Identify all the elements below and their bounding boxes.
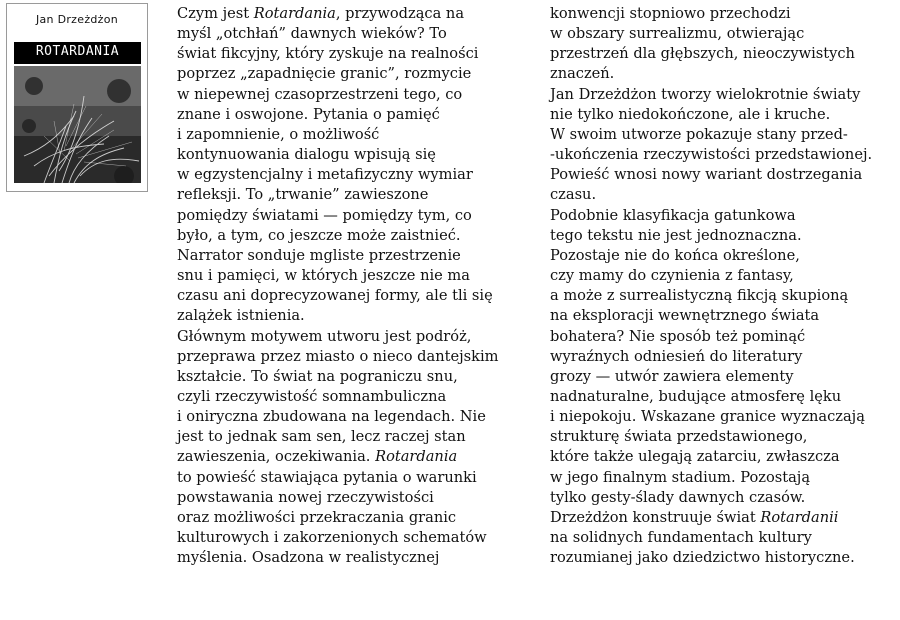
text-line: [550, 528, 900, 548]
text-line: [177, 387, 537, 407]
text-line: [177, 347, 537, 367]
text-segment: to powieść stawiająca pytania o warunki: [177, 468, 477, 486]
text-segment: czyli rzeczywistość somnambuliczna: [177, 387, 447, 405]
text-segment: grozy — utwór zawiera elementy: [550, 367, 794, 385]
text-line: [177, 64, 537, 84]
text-segment: oraz możliwości przekraczania granic: [177, 508, 457, 526]
text-segment: nadnaturalne, budujące atmosferę lęku: [550, 387, 842, 405]
text-segment: w obszary surrealizmu, otwierając: [550, 25, 805, 43]
text-line: [177, 226, 537, 246]
text-line: [177, 427, 537, 447]
text-line: [550, 246, 900, 266]
text-segment: kontynuowania dialogu wpisują się: [177, 146, 436, 164]
text-line: [177, 24, 537, 44]
text-segment: zawieszenia, oczekiwania.: [177, 448, 376, 466]
text-segment: pomiędzy światami — pomiędzy tym, co: [177, 206, 472, 224]
text-line: [177, 165, 537, 185]
book-cover: [6, 3, 148, 192]
text-line: [177, 206, 537, 226]
text-segment: czy mamy do czynienia z fantasy,: [550, 267, 794, 285]
text-segment: poprzez „zapadnięcie granic”, rozmycie: [177, 65, 472, 83]
text-line: [177, 44, 537, 64]
text-line: [550, 165, 900, 185]
text-segment: nie tylko niedokończone, ale i kruche.: [550, 105, 831, 123]
text-segment: Czym jest: [177, 5, 254, 22]
text-line: [177, 468, 537, 488]
text-segment: myśl „otchłań” dawnych wieków? To: [177, 25, 447, 43]
text-segment: Głównym motywem utworu jest podróż,: [177, 327, 472, 345]
text-segment: , przywodząca na: [335, 5, 465, 22]
text-line: [550, 327, 900, 347]
text-segment: w jego finalnym stadium. Pozostają: [550, 468, 811, 486]
text-line: [177, 246, 537, 266]
text-segment: w egzystencjalny i metafizyczny wymiar: [177, 166, 473, 184]
text-segment: jest to jednak sam sen, lecz raczej stan: [177, 428, 466, 446]
text-segment: Powieść wnosi nowy wariant dostrzegania: [550, 166, 863, 184]
text-segment: Pozostaje nie do końca określone,: [550, 246, 800, 264]
text-line: [550, 427, 900, 447]
text-line: [550, 488, 900, 508]
text-segment: na eksploracji wewnętrznego świata: [550, 307, 820, 325]
text-segment: świat fikcyjny, który zyskuje na realności: [177, 45, 479, 63]
text-segment: Jan Drzeżdżon tworzy wielokrotnie światy: [550, 85, 861, 103]
text-segment: Narrator sonduje mgliste przestrzenie: [177, 246, 461, 264]
text-segment: znane i oswojone. Pytania o pamięć: [177, 105, 440, 123]
text-line: [550, 24, 900, 44]
text-line: [550, 4, 900, 24]
text-line: [177, 85, 537, 105]
text-line: [550, 306, 900, 326]
text-line: [550, 407, 900, 427]
text-line: [177, 266, 537, 286]
text-line: [550, 125, 900, 145]
text-line: [177, 105, 537, 125]
text-segment: które także ulegają zatarciu, zwłaszcza: [550, 448, 840, 466]
text-line: [177, 286, 537, 306]
text-line: [177, 185, 537, 205]
text-segment: i oniryczna zbudowana na legendach. Nie: [177, 408, 486, 426]
text-segment: a może z surrealistyczną fikcją skupioną: [550, 287, 849, 305]
text-line: [177, 528, 537, 548]
text-segment: i zapomnienie, o możliwość: [177, 125, 380, 143]
text-segment: Drzeżdżon konstruuje świat: [550, 508, 761, 526]
text-segment: w niepewnej czasoprzestrzeni tego, co: [177, 85, 463, 103]
text-segment: znaczeń.: [550, 65, 615, 83]
text-segment: -ukończenia rzeczywistości przedstawionej.: [550, 146, 873, 164]
text-line: [550, 508, 900, 528]
italic-title: Rotardania: [253, 5, 336, 22]
text-line: [550, 105, 900, 125]
text-segment: powstawania nowej rzeczywistości: [177, 488, 434, 506]
text-segment: tego tekstu nie jest jednoznaczna.: [550, 226, 802, 244]
text-line: [550, 468, 900, 488]
text-segment: przeprawa przez miasto o nieco dantejskim: [177, 347, 499, 365]
text-segment: kształcie. To świat na pograniczu snu,: [177, 367, 458, 385]
text-column-left: [177, 4, 537, 568]
text-line: [550, 447, 900, 467]
text-line: [177, 548, 537, 568]
text-segment: i niepokoju. Wskazane granice wyznaczają: [550, 408, 865, 426]
cover-title: ROTARDANIA: [35, 44, 120, 59]
text-line: [177, 145, 537, 165]
text-line: [550, 347, 900, 367]
text-line: [177, 367, 537, 387]
text-line: [177, 327, 537, 347]
text-segment: było, a tym, co jeszcze może zaistnieć.: [177, 226, 461, 244]
text-line: [177, 306, 537, 326]
text-line: [550, 548, 900, 568]
text-segment: przestrzeń dla głębszych, nieoczywistych: [550, 45, 855, 63]
text-segment: bohatera? Nie sposób też pominąć: [550, 327, 806, 345]
text-column-right: [550, 4, 900, 568]
text-line: [177, 4, 537, 24]
text-line: [550, 387, 900, 407]
text-line: [550, 266, 900, 286]
cover-title-bar: [14, 42, 141, 64]
text-line: [550, 44, 900, 64]
text-segment: kulturowych i zakorzenionych schematów: [177, 529, 487, 547]
text-line: [550, 145, 900, 165]
text-line: [550, 64, 900, 84]
text-segment: tylko gesty-ślady dawnych czasów.: [550, 488, 806, 506]
text-line: [550, 367, 900, 387]
text-segment: strukturę świata przedstawionego,: [550, 428, 808, 446]
text-line: [550, 185, 900, 205]
text-segment: snu i pamięci, w których jeszcze nie ma: [177, 267, 470, 285]
text-line: [177, 447, 537, 467]
text-segment: na solidnych fundamentach kultury: [550, 529, 812, 547]
text-segment: czasu.: [550, 186, 597, 204]
text-line: [177, 488, 537, 508]
italic-title: Rotardania: [375, 448, 458, 466]
text-segment: Podobnie klasyfikacja gatunkowa: [550, 206, 796, 224]
cover-author: Jan Drzeżdżon: [35, 13, 119, 26]
text-segment: konwencji stopniowo przechodzi: [550, 5, 791, 22]
text-segment: zalążek istnienia.: [177, 307, 305, 325]
text-line: [177, 508, 537, 528]
text-line: [550, 85, 900, 105]
italic-title: Rotardanii: [760, 508, 839, 526]
text-line: [550, 206, 900, 226]
text-line: [177, 407, 537, 427]
text-segment: refleksji. To „trwanie” zawieszone: [177, 186, 429, 204]
text-segment: rozumianej jako dziedzictwo historyczne.: [550, 549, 855, 567]
cover-illustration: [14, 66, 141, 183]
text-line: [550, 226, 900, 246]
text-segment: W swoim utworze pokazuje stany przed-: [550, 125, 848, 143]
text-line: [177, 125, 537, 145]
text-segment: czasu ani doprecyzowanej formy, ale tli się: [177, 287, 493, 305]
text-line: [550, 286, 900, 306]
text-segment: myślenia. Osadzona w realistycznej: [177, 549, 440, 567]
text-segment: wyraźnych odniesień do literatury: [550, 347, 803, 365]
